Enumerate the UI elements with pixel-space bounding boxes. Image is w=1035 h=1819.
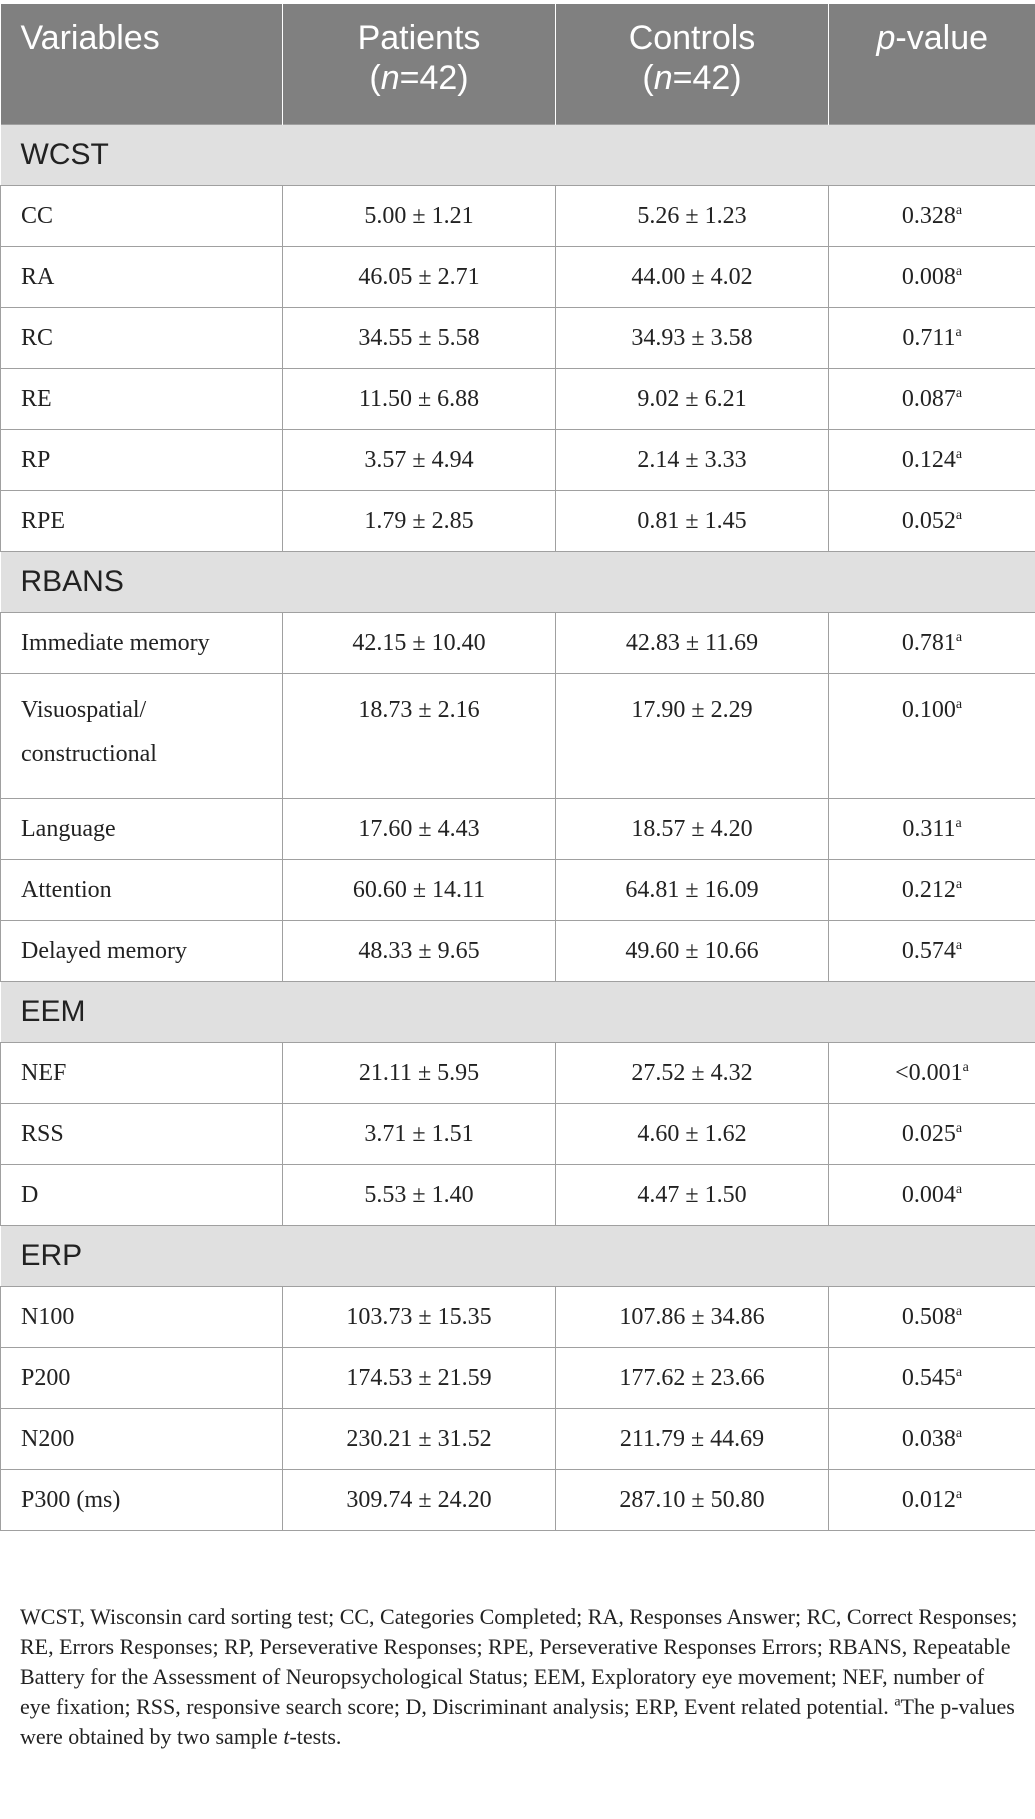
pvalue-cell: <0.001$^a$ [829, 1043, 1035, 1104]
variable-name-cell: Delayed memory [1, 921, 283, 982]
variable-name-cell: N100 [1, 1287, 283, 1348]
controls-value-cell: 17.90 ± 2.29 [556, 674, 829, 799]
variable-name-cell: NEF [1, 1043, 283, 1104]
results-table [0, 4, 1035, 1531]
variable-name-cell: P200 [1, 1348, 283, 1409]
pvalue-cell: 0.311$^a$ [829, 799, 1035, 860]
controls-value-cell: 287.10 ± 50.80 [556, 1470, 829, 1531]
patients-value-cell: 3.57 ± 4.94 [283, 430, 556, 491]
section-title: RBANS [1, 552, 1035, 613]
pvalue-cell: 0.087$^a$ [829, 369, 1035, 430]
section-title: WCST [1, 125, 1035, 186]
controls-value-cell: 2.14 ± 3.33 [556, 430, 829, 491]
patients-value-cell: 11.50 ± 6.88 [283, 369, 556, 430]
table-row [1, 369, 1035, 430]
table-row [1, 1348, 1035, 1409]
pvalue-cell: 0.574$^a$ [829, 921, 1035, 982]
pvalue-cell: 0.004$^a$ [829, 1165, 1035, 1226]
patients-value-cell: 42.15 ± 10.40 [283, 613, 556, 674]
table-row [1, 1287, 1035, 1348]
controls-value-cell: 34.93 ± 3.58 [556, 308, 829, 369]
pvalue-cell: 0.008$^a$ [829, 247, 1035, 308]
pvalue-cell: 0.038$^a$ [829, 1409, 1035, 1470]
pvalue-cell: 0.781$^a$ [829, 613, 1035, 674]
table-row [1, 430, 1035, 491]
pvalue-cell: 0.052$^a$ [829, 491, 1035, 552]
patients-value-cell: 21.11 ± 5.95 [283, 1043, 556, 1104]
patients-value-cell: 48.33 ± 9.65 [283, 921, 556, 982]
controls-value-cell: 42.83 ± 11.69 [556, 613, 829, 674]
pvalue-cell: 0.711$^a$ [829, 308, 1035, 369]
controls-value-cell: 18.57 ± 4.20 [556, 799, 829, 860]
controls-value-cell: 211.79 ± 44.69 [556, 1409, 829, 1470]
patients-value-cell: 230.21 ± 31.52 [283, 1409, 556, 1470]
section-row [1, 1226, 1035, 1287]
variable-name-cell: RE [1, 369, 283, 430]
variable-name-cell: N200 [1, 1409, 283, 1470]
table-row [1, 247, 1035, 308]
header-controls: Controls (n=42) [556, 4, 829, 125]
variable-name-cell: RP [1, 430, 283, 491]
variable-name-cell: P300 (ms) [1, 1470, 283, 1531]
section-row [1, 125, 1035, 186]
section-title: EEM [1, 982, 1035, 1043]
patients-value-cell: 3.71 ± 1.51 [283, 1104, 556, 1165]
table-row [1, 186, 1035, 247]
controls-value-cell: 4.60 ± 1.62 [556, 1104, 829, 1165]
table-row [1, 860, 1035, 921]
table-header-row [1, 4, 1035, 125]
patients-value-cell: 60.60 ± 14.11 [283, 860, 556, 921]
section-row [1, 552, 1035, 613]
controls-value-cell: 5.26 ± 1.23 [556, 186, 829, 247]
table-row [1, 491, 1035, 552]
table-row [1, 1470, 1035, 1531]
patients-value-cell: 5.53 ± 1.40 [283, 1165, 556, 1226]
variable-name-cell: RC [1, 308, 283, 369]
table-row [1, 1104, 1035, 1165]
patients-value-cell: 46.05 ± 2.71 [283, 247, 556, 308]
table-row [1, 1409, 1035, 1470]
patients-value-cell: 103.73 ± 15.35 [283, 1287, 556, 1348]
table-row [1, 674, 1035, 799]
controls-value-cell: 44.00 ± 4.02 [556, 247, 829, 308]
controls-value-cell: 49.60 ± 10.66 [556, 921, 829, 982]
patients-value-cell: 18.73 ± 2.16 [283, 674, 556, 799]
variable-name-cell: RSS [1, 1104, 283, 1165]
table-row [1, 308, 1035, 369]
section-title: ERP [1, 1226, 1035, 1287]
variable-name-cell: D [1, 1165, 283, 1226]
pvalue-cell: 0.012$^a$ [829, 1470, 1035, 1531]
variable-name-cell: Visuospatial/ constructional [1, 674, 283, 799]
variable-name-cell: RPE [1, 491, 283, 552]
patients-value-cell: 1.79 ± 2.85 [283, 491, 556, 552]
pvalue-cell: 0.124$^a$ [829, 430, 1035, 491]
table-row [1, 1165, 1035, 1226]
patients-value-cell: 34.55 ± 5.58 [283, 308, 556, 369]
pvalue-cell: 0.508$^a$ [829, 1287, 1035, 1348]
pvalue-cell: 0.328$^a$ [829, 186, 1035, 247]
patients-value-cell: 5.00 ± 1.21 [283, 186, 556, 247]
header-pvalue: p-value [829, 4, 1035, 125]
patients-value-cell: 17.60 ± 4.43 [283, 799, 556, 860]
pvalue-cell: 0.025$^a$ [829, 1104, 1035, 1165]
section-row [1, 982, 1035, 1043]
variable-name-cell: Attention [1, 860, 283, 921]
variable-name-cell: RA [1, 247, 283, 308]
variable-name-cell: CC [1, 186, 283, 247]
controls-value-cell: 27.52 ± 4.32 [556, 1043, 829, 1104]
header-patients: Patients (n=42) [283, 4, 556, 125]
pvalue-cell: 0.545$^a$ [829, 1348, 1035, 1409]
controls-value-cell: 9.02 ± 6.21 [556, 369, 829, 430]
variable-name-cell: Immediate memory [1, 613, 283, 674]
controls-value-cell: 4.47 ± 1.50 [556, 1165, 829, 1226]
controls-value-cell: 64.81 ± 16.09 [556, 860, 829, 921]
pvalue-cell: 0.100$^a$ [829, 674, 1035, 799]
table-footnote: WCST, Wisconsin card sorting test; CC, Categories Completed; RA, Responses Answer; RC, Correct Responses; RE, Errors Responses; RP, Perseverative Responses; RPE, Perseverative Responses Errors; RBANS, Repeatable Battery for the Assessment of Neuropsychological Status; EEM, Exploratory eye movement; NEF, number of eye fixation; RSS, responsive search score; D, Discriminant analysis; ERP, Event related potential. $^a$The p-values were obtained by two sample t-tests. [20, 1604, 1018, 1749]
table-row [1, 921, 1035, 982]
table-body [1, 125, 1035, 1531]
table-row [1, 1043, 1035, 1104]
table-row [1, 613, 1035, 674]
controls-value-cell: 0.81 ± 1.45 [556, 491, 829, 552]
controls-value-cell: 177.62 ± 23.66 [556, 1348, 829, 1409]
variable-name-cell: Language [1, 799, 283, 860]
pvalue-cell: 0.212$^a$ [829, 860, 1035, 921]
table-row [1, 799, 1035, 860]
patients-value-cell: 174.53 ± 21.59 [283, 1348, 556, 1409]
controls-value-cell: 107.86 ± 34.86 [556, 1287, 829, 1348]
header-variables: Variables [1, 4, 283, 125]
patients-value-cell: 309.74 ± 24.20 [283, 1470, 556, 1531]
